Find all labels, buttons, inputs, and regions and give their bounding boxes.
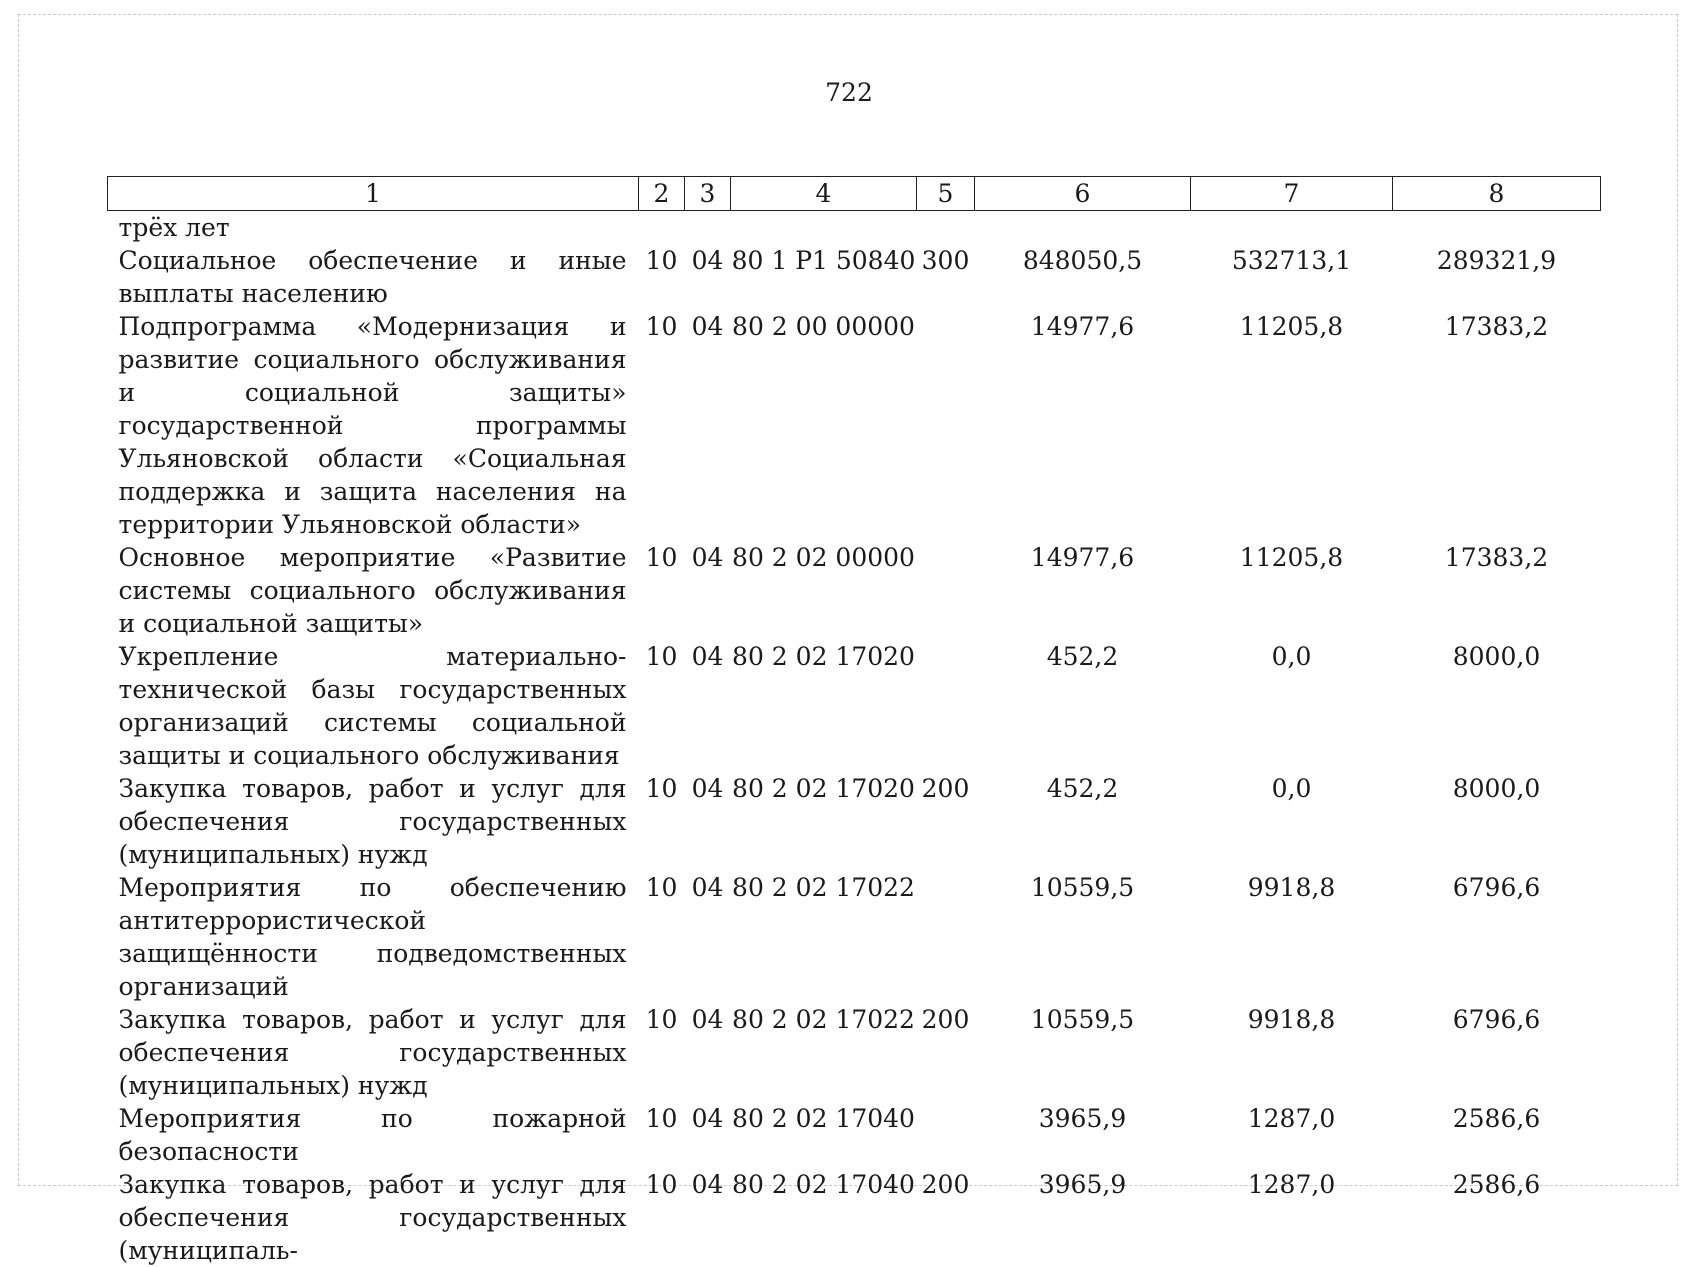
section-code [639,211,685,245]
row-description: Подпрограмма «Модернизация и развитие социального обслуживания и социальной защиты» государственной программы Ульяновской области «Социальная поддержка и защита населения на территории Ульяновской области» [108,310,639,541]
amount-col-8: 17383,2 [1393,310,1601,541]
subsection-code: 04 [685,640,731,772]
column-header-2: 2 [639,177,685,211]
target-article-code: 80 1 Р1 50840 [731,244,917,310]
subsection-code: 04 [685,1003,731,1102]
expense-type-code: 200 [917,772,975,871]
target-article-code: 80 2 02 17022 [731,871,917,1003]
table-row [108,772,1601,871]
section-code: 10 [639,310,685,541]
subsection-code: 04 [685,1168,731,1267]
amount-col-8: 2586,6 [1393,1168,1601,1267]
amount-col-6 [975,211,1191,245]
table-row [108,541,1601,640]
amount-col-7: 1287,0 [1191,1168,1393,1267]
row-description: Основное мероприятие «Развитие системы социального обслуживания и социальной защиты» [108,541,639,640]
amount-col-6: 452,2 [975,772,1191,871]
subsection-code: 04 [685,871,731,1003]
subsection-code: 04 [685,772,731,871]
column-header-7: 7 [1191,177,1393,211]
row-description: трёх лет [108,211,639,245]
row-description: Мероприятия по обеспечению антитеррористической защищённости подведомственных организаций [108,871,639,1003]
amount-col-8: 6796,6 [1393,871,1601,1003]
target-article-code: 80 2 02 17040 [731,1102,917,1168]
expense-type-code: 200 [917,1003,975,1102]
page-number: 722 [0,78,1698,107]
column-header-4: 4 [731,177,917,211]
amount-col-6: 452,2 [975,640,1191,772]
budget-table [107,176,1601,1267]
column-header-6: 6 [975,177,1191,211]
amount-col-6: 14977,6 [975,310,1191,541]
subsection-code: 04 [685,244,731,310]
amount-col-6: 848050,5 [975,244,1191,310]
amount-col-6: 10559,5 [975,1003,1191,1102]
expense-type-code: 300 [917,244,975,310]
amount-col-8: 2586,6 [1393,1102,1601,1168]
row-description: Мероприятия по пожарной безопасности [108,1102,639,1168]
amount-col-8: 8000,0 [1393,772,1601,871]
amount-col-7 [1191,211,1393,245]
column-header-3: 3 [685,177,731,211]
section-code: 10 [639,1003,685,1102]
target-article-code [731,211,917,245]
section-code: 10 [639,640,685,772]
row-description: Закупка товаров, работ и услуг для обеспечения государственных (муниципальных) нужд [108,1003,639,1102]
row-description: Социальное обеспечение и иные выплаты населению [108,244,639,310]
section-code: 10 [639,244,685,310]
subsection-code: 04 [685,310,731,541]
column-header-8: 8 [1393,177,1601,211]
subsection-code: 04 [685,541,731,640]
table-header [108,177,1601,211]
amount-col-8: 289321,9 [1393,244,1601,310]
amount-col-7: 1287,0 [1191,1102,1393,1168]
table-row [108,1003,1601,1102]
amount-col-7: 11205,8 [1191,310,1393,541]
row-description: Закупка товаров, работ и услуг для обеспечения государственных (муниципальных) нужд [108,772,639,871]
column-header-5: 5 [917,177,975,211]
table-row [108,1102,1601,1168]
table-row [108,1168,1601,1267]
expense-type-code [917,640,975,772]
expense-type-code [917,310,975,541]
target-article-code: 80 2 02 17020 [731,640,917,772]
table-row [108,211,1601,245]
amount-col-7: 532713,1 [1191,244,1393,310]
target-article-code: 80 2 02 00000 [731,541,917,640]
section-code: 10 [639,1102,685,1168]
column-header-1: 1 [108,177,639,211]
expense-type-code [917,541,975,640]
subsection-code [685,211,731,245]
section-code: 10 [639,1168,685,1267]
row-description: Закупка товаров, работ и услуг для обеспечения государственных (муниципаль- [108,1168,639,1267]
expense-type-code [917,871,975,1003]
table-row [108,310,1601,541]
target-article-code: 80 2 02 17020 [731,772,917,871]
amount-col-7: 11205,8 [1191,541,1393,640]
amount-col-8: 17383,2 [1393,541,1601,640]
target-article-code: 80 2 02 17022 [731,1003,917,1102]
section-code: 10 [639,871,685,1003]
amount-col-6: 3965,9 [975,1168,1191,1267]
table-row [108,871,1601,1003]
amount-col-8 [1393,211,1601,245]
expense-type-code: 200 [917,1168,975,1267]
expense-type-code [917,211,975,245]
table-row [108,640,1601,772]
amount-col-7: 0,0 [1191,640,1393,772]
subsection-code: 04 [685,1102,731,1168]
amount-col-6: 3965,9 [975,1102,1191,1168]
expense-type-code [917,1102,975,1168]
amount-col-8: 8000,0 [1393,640,1601,772]
amount-col-7: 0,0 [1191,772,1393,871]
section-code: 10 [639,772,685,871]
amount-col-6: 10559,5 [975,871,1191,1003]
amount-col-6: 14977,6 [975,541,1191,640]
amount-col-8: 6796,6 [1393,1003,1601,1102]
target-article-code: 80 2 02 17040 [731,1168,917,1267]
row-description: Укрепление материально-технической базы государственных организаций системы социальной защиты и социального обслуживания [108,640,639,772]
target-article-code: 80 2 00 00000 [731,310,917,541]
amount-col-7: 9918,8 [1191,1003,1393,1102]
table-body [108,211,1601,1267]
table-row [108,244,1601,310]
amount-col-7: 9918,8 [1191,871,1393,1003]
section-code: 10 [639,541,685,640]
